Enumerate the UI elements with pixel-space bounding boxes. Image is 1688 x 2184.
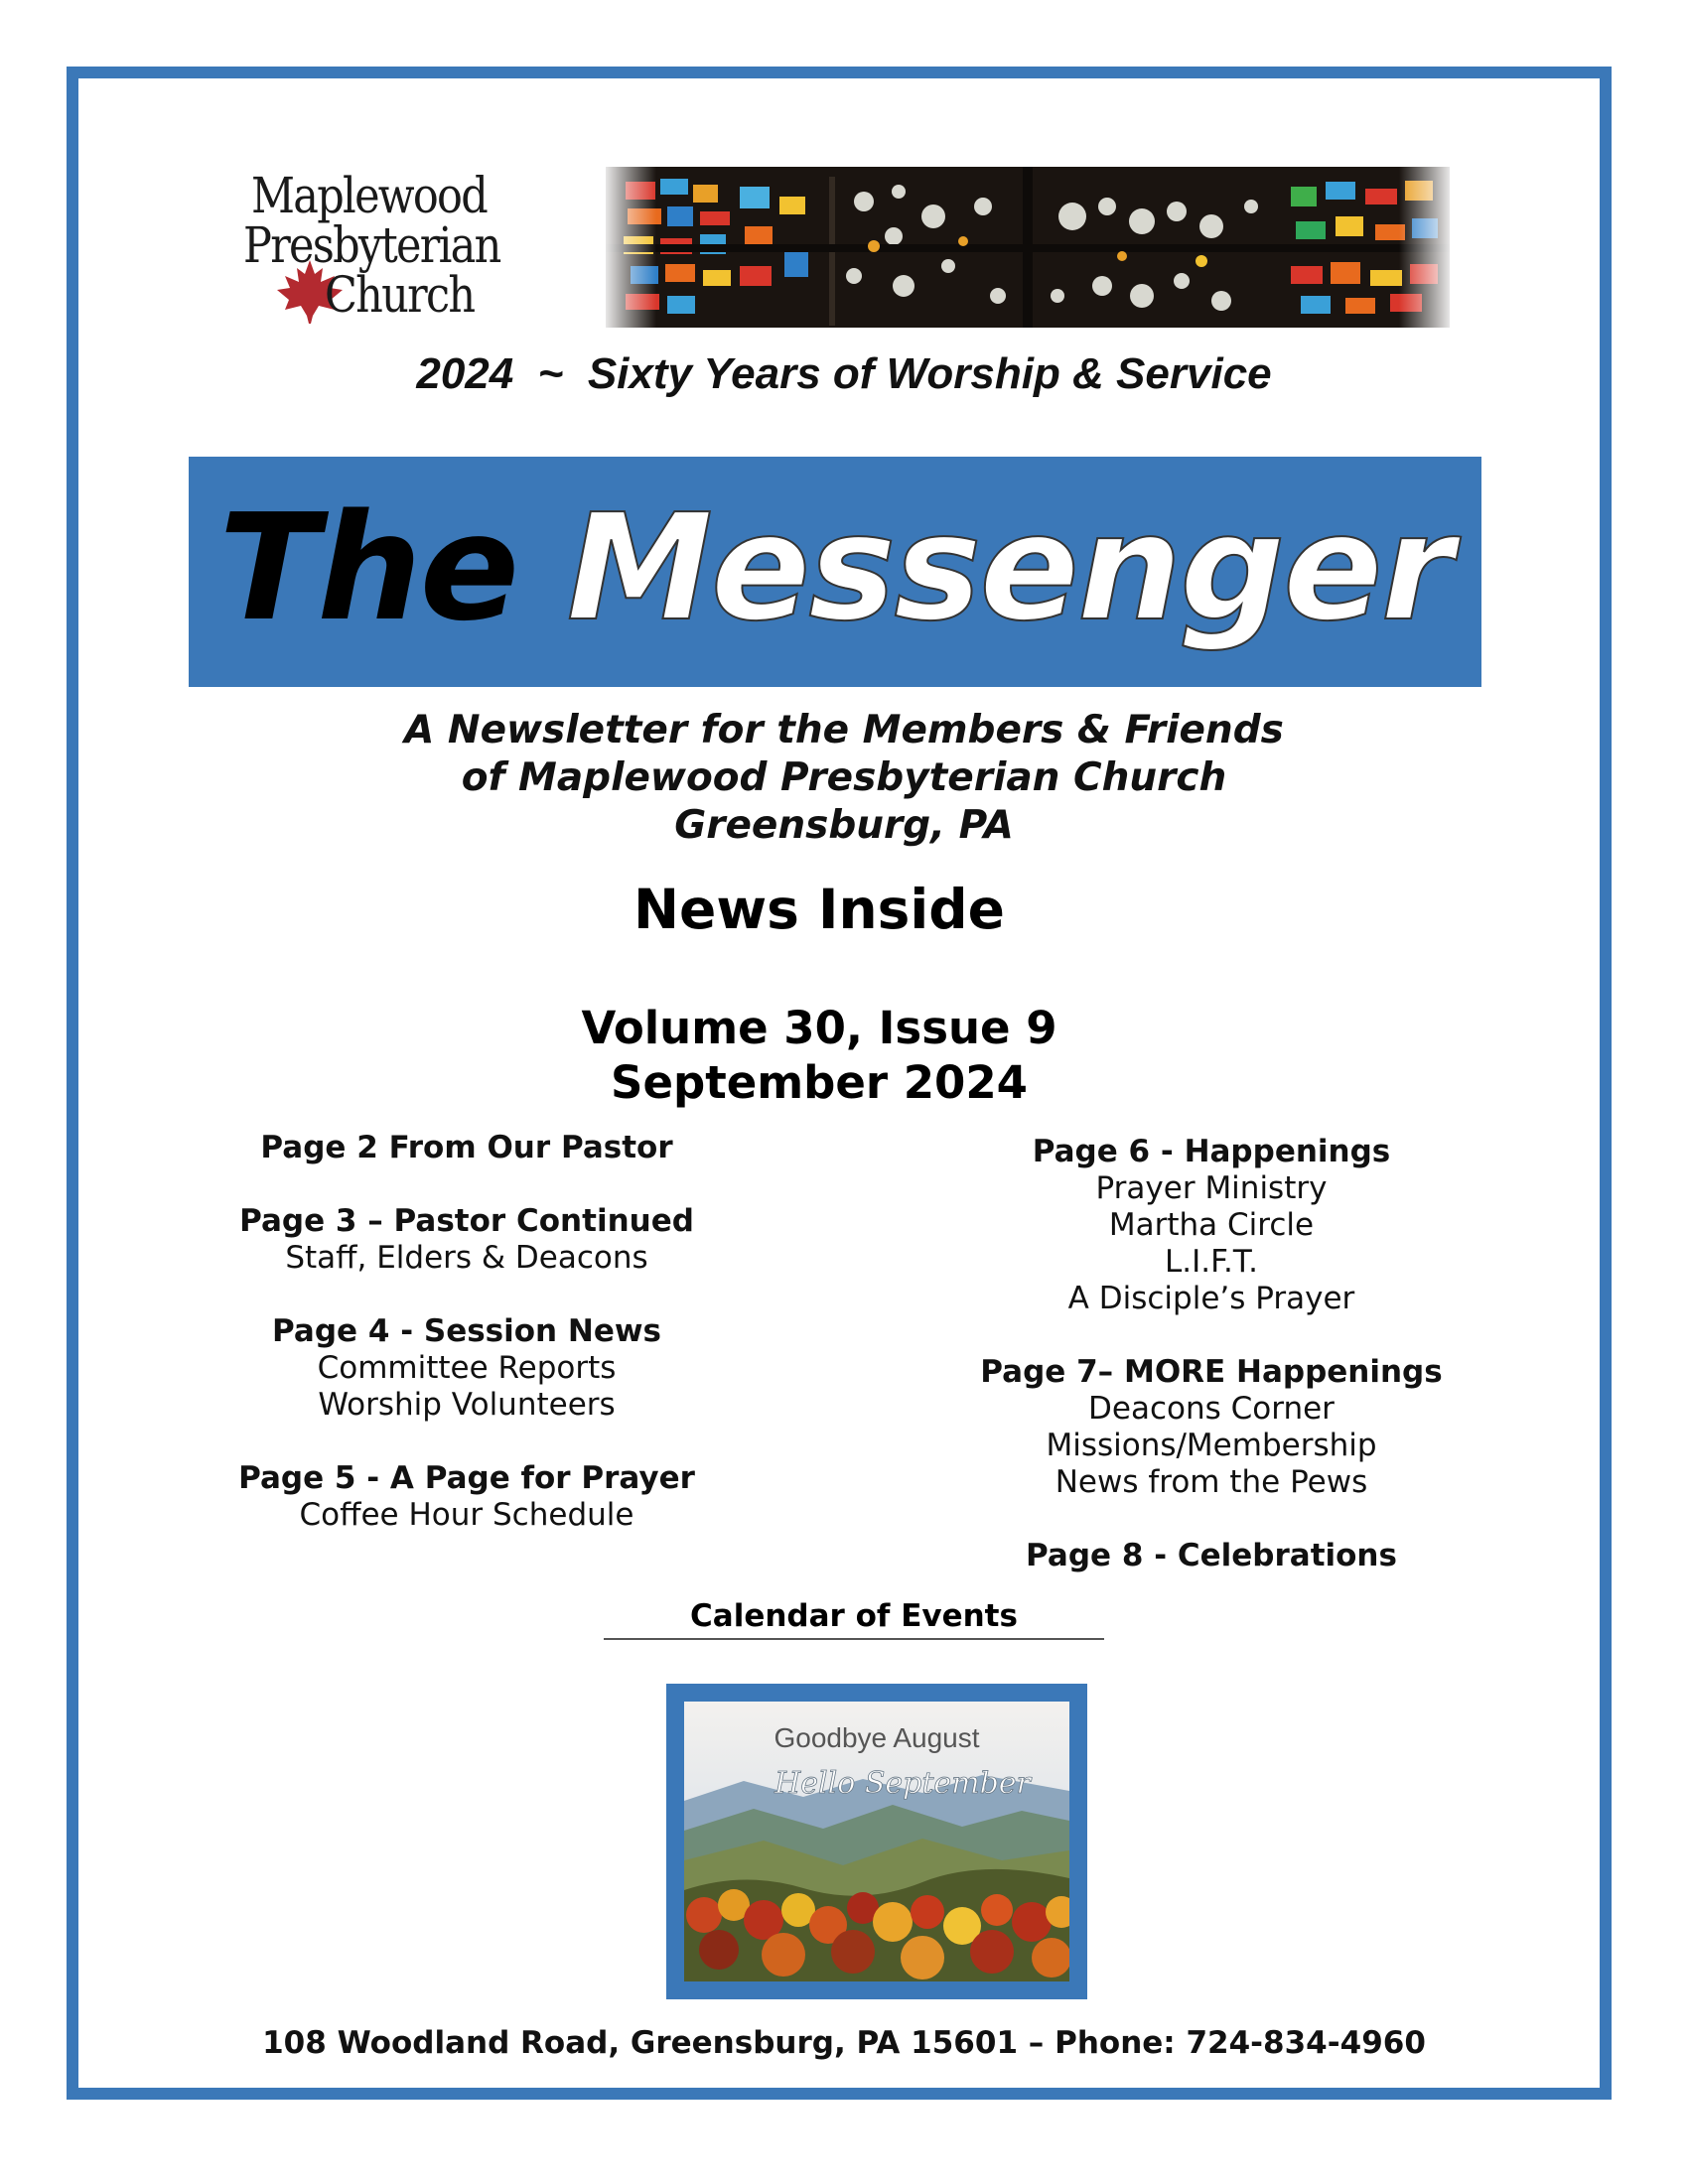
contents-item: Staff, Elders & Deacons <box>285 1240 648 1276</box>
contents-group <box>228 1203 705 1277</box>
logo-line-1: Maplewood <box>251 167 488 224</box>
logo-line-2: Presbyterian <box>243 216 500 274</box>
contents-page-heading[interactable]: Page 4 - Session News <box>272 1313 661 1349</box>
contents-group <box>228 1313 705 1424</box>
subtitle-line-1: A Newsletter for the Members & Friends <box>404 708 1284 752</box>
contents-page-heading[interactable]: Page 5 - A Page for Prayer <box>238 1460 695 1496</box>
photo-caption-hello: Hello September <box>774 1766 1031 1801</box>
news-inside-heading: News Inside <box>633 878 1005 941</box>
contents-left-column <box>228 1130 705 1570</box>
church-address-footer: 108 Woodland Road, Greensburg, PA 15601 – Phone: 724-834-4960 <box>262 2025 1426 2061</box>
contents-page-heading[interactable]: Page 8 - Celebrations <box>1026 1538 1397 1573</box>
contents-page-heading[interactable]: Page 6 - Happenings <box>1032 1134 1391 1169</box>
contents-page-heading[interactable]: Page 3 – Pastor Continued <box>239 1203 694 1239</box>
contents-item: News from the Pews <box>1055 1464 1368 1500</box>
contents-group <box>958 1134 1465 1317</box>
contents-item: A Disciple’s Prayer <box>1067 1281 1355 1316</box>
title-word-the: The <box>218 482 518 653</box>
calendar-of-events-link[interactable]: Calendar of Events <box>604 1596 1104 1640</box>
volume-issue: Volume 30, Issue 9 <box>581 1002 1057 1054</box>
contents-item: Missions/Membership <box>1046 1428 1377 1463</box>
autumn-landscape-image <box>684 1702 1069 1981</box>
newsletter-subtitle <box>0 707 1688 850</box>
contents-item: Coffee Hour Schedule <box>299 1497 634 1533</box>
contents-right-column <box>958 1134 1465 1611</box>
contents-item: Martha Circle <box>1108 1207 1315 1243</box>
title-word-messenger: Messenger <box>566 482 1452 653</box>
contents-group <box>958 1354 1465 1501</box>
photo-caption-goodbye: Goodbye August <box>774 1722 980 1753</box>
issue-info <box>0 1001 1638 1110</box>
contents-page-heading[interactable]: Page 7– MORE Happenings <box>980 1354 1443 1390</box>
contents-item: Worship Volunteers <box>318 1387 616 1423</box>
contents-page-heading[interactable]: Page 2 From Our Pastor <box>260 1130 673 1165</box>
goodbye-august-photo <box>666 1684 1087 1999</box>
anniversary-tagline: 2024 ~ Sixty Years of Worship & Service <box>416 349 1272 398</box>
newsletter-title <box>189 478 1481 657</box>
contents-item: Deacons Corner <box>1088 1391 1335 1427</box>
subtitle-line-3: Greensburg, PA <box>674 803 1014 848</box>
stained-glass-banner <box>606 167 1450 328</box>
issue-date: September 2024 <box>611 1056 1028 1109</box>
masthead-banner <box>189 457 1481 687</box>
church-logo <box>243 167 531 336</box>
contents-item: Committee Reports <box>317 1350 617 1386</box>
subtitle-line-2: of Maplewood Presbyterian Church <box>461 755 1227 800</box>
contents-group <box>228 1460 705 1534</box>
logo-line-3: Church <box>325 266 475 324</box>
contents-item: Prayer Ministry <box>1095 1170 1328 1206</box>
contents-group <box>958 1538 1465 1574</box>
contents-group <box>228 1130 705 1166</box>
contents-item: L.I.F.T. <box>1165 1244 1258 1280</box>
